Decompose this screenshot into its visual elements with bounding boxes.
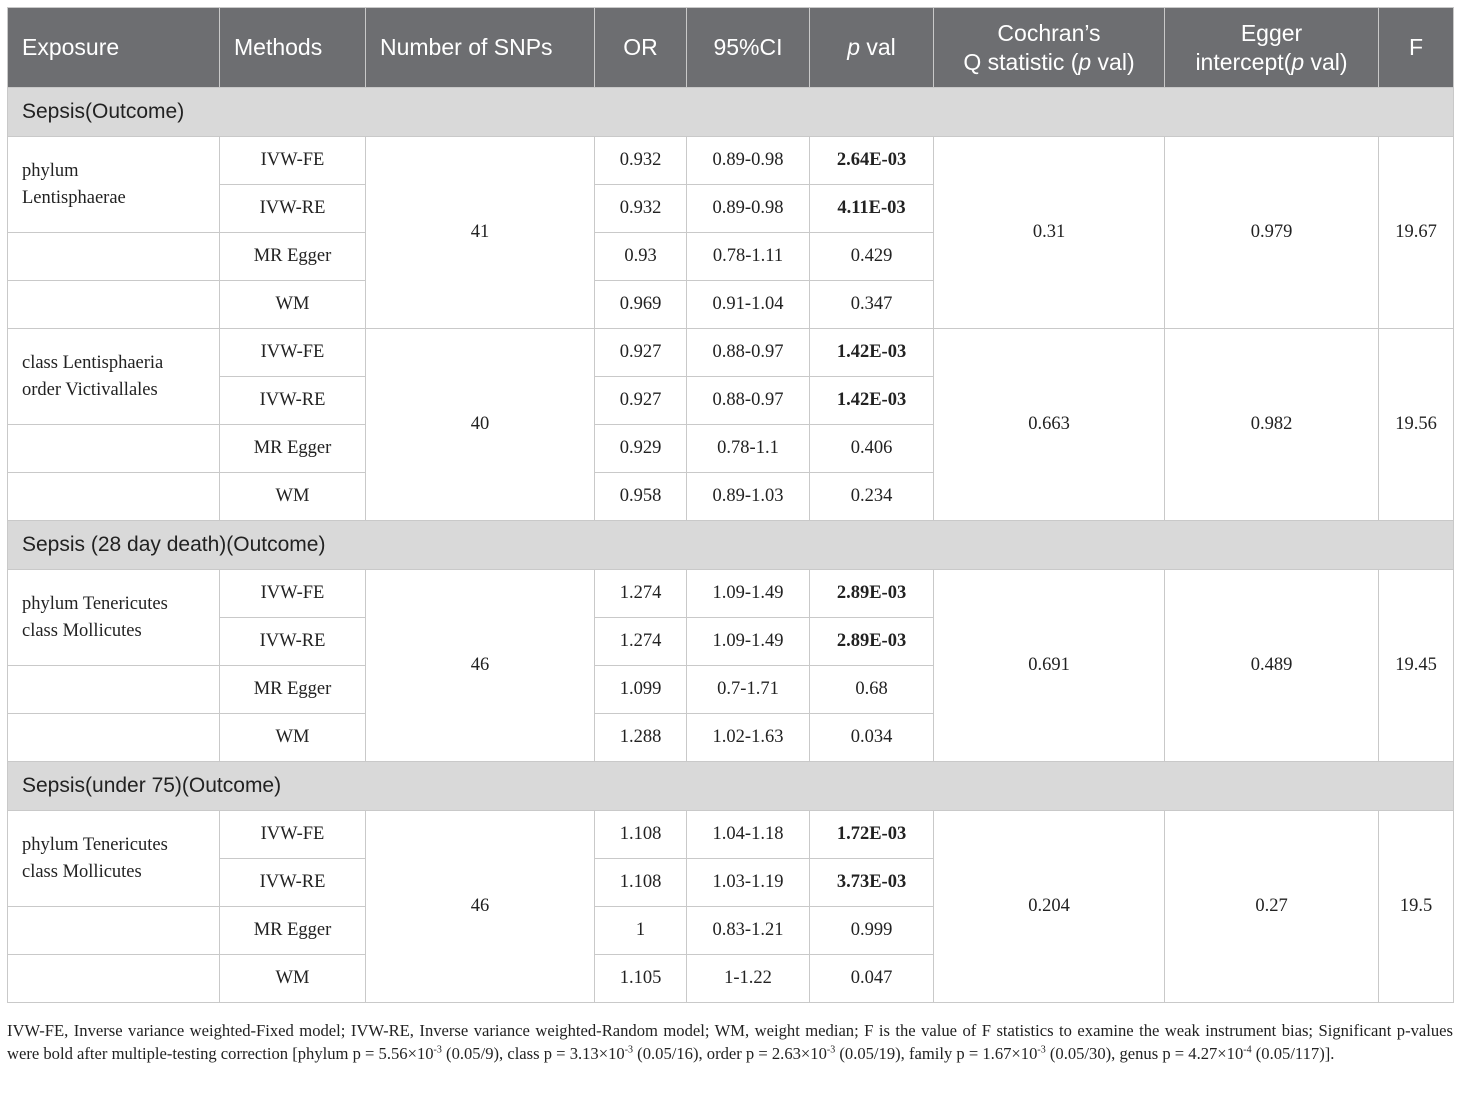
egger-cell: 0.979 <box>1165 137 1379 329</box>
pval-cell: 0.047 <box>810 955 934 1003</box>
exposure-line-2: class Mollicutes <box>22 861 142 882</box>
header-or: OR <box>595 8 687 88</box>
header-row <box>8 8 1454 88</box>
method-cell: IVW-FE <box>220 137 366 185</box>
method-cell: IVW-FE <box>220 811 366 859</box>
ci-cell: 0.89-0.98 <box>687 137 810 185</box>
or-cell: 0.969 <box>595 281 687 329</box>
exposure-empty-cell <box>8 907 220 955</box>
exposure-cell <box>8 570 220 666</box>
exposure-cell <box>8 329 220 425</box>
exposure-line-2: order Victivallales <box>22 379 158 400</box>
pval-cell: 0.406 <box>810 425 934 473</box>
egger-cell: 0.982 <box>1165 329 1379 521</box>
pval-cell: 3.73E-03 <box>810 859 934 907</box>
ci-cell: 0.78-1.1 <box>687 425 810 473</box>
f-cell: 19.56 <box>1379 329 1454 521</box>
egger-cell: 0.27 <box>1165 811 1379 1003</box>
ci-cell: 1-1.22 <box>687 955 810 1003</box>
f-cell: 19.67 <box>1379 137 1454 329</box>
header-egger: Egger intercept(p val) <box>1165 8 1379 88</box>
pval-cell: 1.72E-03 <box>810 811 934 859</box>
header-pval: p val <box>810 8 934 88</box>
pval-cell: 0.234 <box>810 473 934 521</box>
pval-cell: 0.347 <box>810 281 934 329</box>
method-cell: IVW-RE <box>220 377 366 425</box>
method-cell: MR Egger <box>220 666 366 714</box>
pval-cell: 1.42E-03 <box>810 329 934 377</box>
table-row <box>8 137 1454 185</box>
or-cell: 1.108 <box>595 811 687 859</box>
section-row <box>8 88 1454 137</box>
ci-cell: 0.83-1.21 <box>687 907 810 955</box>
or-cell: 1 <box>595 907 687 955</box>
cochran-cell: 0.691 <box>934 570 1165 762</box>
snps-cell: 40 <box>366 329 595 521</box>
or-cell: 0.93 <box>595 233 687 281</box>
exposure-empty-cell <box>8 233 220 281</box>
method-cell: MR Egger <box>220 233 366 281</box>
exposure-line-1: class Lentisphaeria <box>22 352 164 373</box>
exposure-empty-cell <box>8 666 220 714</box>
exposure-empty-cell <box>8 425 220 473</box>
exposure-empty-cell <box>8 281 220 329</box>
exposure-line-1: phylum Tenericutes <box>22 593 168 614</box>
section-title: Sepsis(Outcome) <box>8 88 1454 137</box>
section-row <box>8 521 1454 570</box>
table-row <box>8 570 1454 618</box>
or-cell: 1.105 <box>595 955 687 1003</box>
method-cell: MR Egger <box>220 907 366 955</box>
pval-cell: 2.89E-03 <box>810 618 934 666</box>
exposure-empty-cell <box>8 473 220 521</box>
method-cell: WM <box>220 714 366 762</box>
table-body <box>8 88 1454 1003</box>
method-cell: IVW-FE <box>220 570 366 618</box>
or-cell: 1.288 <box>595 714 687 762</box>
exposure-line-1: phylum Tenericutes <box>22 834 168 855</box>
header-exposure: Exposure <box>8 8 220 88</box>
or-cell: 1.108 <box>595 859 687 907</box>
ci-cell: 0.91-1.04 <box>687 281 810 329</box>
snps-cell: 41 <box>366 137 595 329</box>
or-cell: 0.958 <box>595 473 687 521</box>
method-cell: IVW-RE <box>220 618 366 666</box>
cochran-cell: 0.663 <box>934 329 1165 521</box>
ci-cell: 0.89-0.98 <box>687 185 810 233</box>
method-cell: WM <box>220 281 366 329</box>
method-cell: WM <box>220 955 366 1003</box>
f-cell: 19.45 <box>1379 570 1454 762</box>
section-row <box>8 762 1454 811</box>
ci-cell: 0.88-0.97 <box>687 329 810 377</box>
snps-cell: 46 <box>366 811 595 1003</box>
exposure-empty-cell <box>8 955 220 1003</box>
method-cell: IVW-FE <box>220 329 366 377</box>
or-cell: 0.927 <box>595 329 687 377</box>
snps-cell: 46 <box>366 570 595 762</box>
exposure-empty-cell <box>8 714 220 762</box>
or-cell: 0.929 <box>595 425 687 473</box>
pval-cell: 0.68 <box>810 666 934 714</box>
header-f: F <box>1379 8 1454 88</box>
header-ci: 95%CI <box>687 8 810 88</box>
table-row <box>8 811 1454 859</box>
method-cell: MR Egger <box>220 425 366 473</box>
cochran-cell: 0.31 <box>934 137 1165 329</box>
header-cochran: Cochran’s Q statistic (p val) <box>934 8 1165 88</box>
pval-cell: 2.64E-03 <box>810 137 934 185</box>
egger-cell: 0.489 <box>1165 570 1379 762</box>
exposure-cell <box>8 137 220 233</box>
ci-cell: 1.09-1.49 <box>687 570 810 618</box>
or-cell: 0.932 <box>595 185 687 233</box>
f-cell: 19.5 <box>1379 811 1454 1003</box>
pval-cell: 0.429 <box>810 233 934 281</box>
header-methods: Methods <box>220 8 366 88</box>
exposure-cell <box>8 811 220 907</box>
ci-cell: 0.89-1.03 <box>687 473 810 521</box>
or-cell: 1.099 <box>595 666 687 714</box>
cochran-cell: 0.204 <box>934 811 1165 1003</box>
pval-cell: 4.11E-03 <box>810 185 934 233</box>
table-row <box>8 329 1454 377</box>
header-snps: Number of SNPs <box>366 8 595 88</box>
exposure-line-2: class Mollicutes <box>22 620 142 641</box>
mr-results-table <box>7 7 1454 1003</box>
pval-cell: 0.034 <box>810 714 934 762</box>
exposure-line-1: phylum <box>22 160 79 181</box>
ci-cell: 1.02-1.63 <box>687 714 810 762</box>
ci-cell: 1.03-1.19 <box>687 859 810 907</box>
section-title: Sepsis(under 75)(Outcome) <box>8 762 1454 811</box>
method-cell: WM <box>220 473 366 521</box>
ci-cell: 0.7-1.71 <box>687 666 810 714</box>
or-cell: 0.927 <box>595 377 687 425</box>
table-footnote: IVW-FE, Inverse variance weighted-Fixed model; IVW-RE, Inverse variance weighted-Random model; WM, weight median; F is the value of F statistics to examine the weak instrument bias; Significant p-values were bold after multiple-testing correction [phylum $p = 5.56\times 10^{-3}$ (0.05/9), class $p = 3.13\times 10^{-3}$ (0.05/16), order $p = 2.63\times 10^{-3}$ (0.05/19), family $p = 1.67\times 10^{-3}$ (0.05/30), genus $p = 4.27\times 10^{-4}$ (0.05/117)]. <box>7 1021 1453 1063</box>
pval-cell: 1.42E-03 <box>810 377 934 425</box>
results-table-container <box>7 7 1453 1003</box>
method-cell: IVW-RE <box>220 859 366 907</box>
ci-cell: 1.04-1.18 <box>687 811 810 859</box>
ci-cell: 0.78-1.11 <box>687 233 810 281</box>
method-cell: IVW-RE <box>220 185 366 233</box>
ci-cell: 1.09-1.49 <box>687 618 810 666</box>
pval-cell: 2.89E-03 <box>810 570 934 618</box>
or-cell: 0.932 <box>595 137 687 185</box>
section-title: Sepsis (28 day death)(Outcome) <box>8 521 1454 570</box>
or-cell: 1.274 <box>595 618 687 666</box>
pval-cell: 0.999 <box>810 907 934 955</box>
exposure-line-2: Lentisphaerae <box>22 187 126 208</box>
or-cell: 1.274 <box>595 570 687 618</box>
ci-cell: 0.88-0.97 <box>687 377 810 425</box>
